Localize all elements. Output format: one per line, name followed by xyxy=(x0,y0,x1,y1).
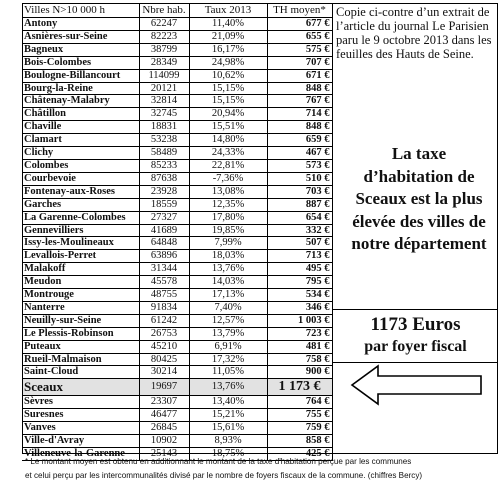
city-cell: Fontenay-aux-Roses xyxy=(22,185,139,198)
city-cell: Châtenay-Malabry xyxy=(22,95,139,108)
average-tax-cell: 707 € xyxy=(267,56,332,69)
average-tax-cell: 534 € xyxy=(267,289,332,302)
rate-cell: 24,98% xyxy=(189,56,267,69)
population-cell: 10902 xyxy=(139,435,189,448)
city-cell: Nanterre xyxy=(22,301,139,314)
header-city: Villes N>10 000 h xyxy=(22,3,139,18)
population-cell: 27327 xyxy=(139,211,189,224)
table-row xyxy=(22,353,332,366)
table-row xyxy=(22,134,332,147)
population-cell: 91834 xyxy=(139,301,189,314)
table-row xyxy=(22,185,332,198)
population-cell: 58489 xyxy=(139,147,189,160)
population-cell: 32814 xyxy=(139,95,189,108)
table-row xyxy=(22,95,332,108)
table-row xyxy=(22,366,332,379)
price-box xyxy=(333,309,498,363)
rate-cell: 17,32% xyxy=(189,353,267,366)
average-tax-cell: 575 € xyxy=(267,43,332,56)
population-cell: 26753 xyxy=(139,327,189,340)
column-divider xyxy=(332,3,333,454)
header-population: Nbre hab. xyxy=(139,3,189,18)
average-tax-cell: 481 € xyxy=(267,340,332,353)
average-tax-cell: 714 € xyxy=(267,108,332,121)
rate-cell: 13,79% xyxy=(189,327,267,340)
average-tax-cell: 848 € xyxy=(267,82,332,95)
header-average-tax: TH moyen* xyxy=(267,3,332,18)
average-tax-cell: 654 € xyxy=(267,211,332,224)
city-cell: Montrouge xyxy=(22,289,139,302)
average-tax-cell: 495 € xyxy=(267,263,332,276)
average-tax-cell: 848 € xyxy=(267,121,332,134)
population-cell: 41689 xyxy=(139,224,189,237)
rate-cell: 14,03% xyxy=(189,276,267,289)
table-row xyxy=(22,422,332,435)
city-cell: Issy-les-Moulineaux xyxy=(22,237,139,250)
rate-cell: 18,75% xyxy=(189,448,267,461)
average-tax-cell: 759 € xyxy=(267,422,332,435)
left-arrow-icon xyxy=(350,364,484,406)
rate-cell: 20,94% xyxy=(189,108,267,121)
city-cell: Meudon xyxy=(22,276,139,289)
average-tax-cell: 659 € xyxy=(267,134,332,147)
city-cell: Clamart xyxy=(22,134,139,147)
table-row xyxy=(22,18,332,31)
rate-cell: 17,80% xyxy=(189,211,267,224)
table-row xyxy=(22,289,332,302)
city-cell: Bois-Colombes xyxy=(22,56,139,69)
average-tax-cell: 764 € xyxy=(267,396,332,409)
average-tax-cell: 467 € xyxy=(267,147,332,160)
population-cell: 61242 xyxy=(139,314,189,327)
city-cell: Puteaux xyxy=(22,340,139,353)
average-tax-cell: 1 003 € xyxy=(267,314,332,327)
population-cell: 80425 xyxy=(139,353,189,366)
table-row xyxy=(22,340,332,353)
city-cell: Levallois-Perret xyxy=(22,250,139,263)
rate-cell: 17,13% xyxy=(189,289,267,302)
table-row xyxy=(22,121,332,134)
population-cell: 23307 xyxy=(139,396,189,409)
population-cell: 62247 xyxy=(139,18,189,31)
rate-cell: 13,76% xyxy=(189,379,267,396)
city-cell: Suresnes xyxy=(22,409,139,422)
table-row xyxy=(22,263,332,276)
rate-cell: 15,15% xyxy=(189,82,267,95)
average-tax-cell: 1 173 € xyxy=(267,379,332,396)
city-cell: Malakoff xyxy=(22,263,139,276)
city-cell: Vanves xyxy=(22,422,139,435)
average-tax-cell: 677 € xyxy=(267,18,332,31)
population-cell: 20121 xyxy=(139,82,189,95)
population-cell: 23928 xyxy=(139,185,189,198)
rate-cell: 6,91% xyxy=(189,340,267,353)
population-cell: 26845 xyxy=(139,422,189,435)
table-body xyxy=(22,18,332,461)
footnote-line-1: * Le montant moyen est obtenu en additionnant le montant de la taxe d'habitation perçue par les communes xyxy=(25,457,412,466)
population-cell: 28349 xyxy=(139,56,189,69)
rate-cell: 7,40% xyxy=(189,301,267,314)
table-row xyxy=(22,250,332,263)
price-caption: par foyer fiscal xyxy=(364,338,467,355)
population-cell: 32745 xyxy=(139,108,189,121)
table-row xyxy=(22,224,332,237)
population-cell: 45210 xyxy=(139,340,189,353)
average-tax-cell: 425 € xyxy=(267,448,332,461)
population-cell: 48755 xyxy=(139,289,189,302)
rate-cell: 18,03% xyxy=(189,250,267,263)
average-tax-cell: 703 € xyxy=(267,185,332,198)
population-cell: 53238 xyxy=(139,134,189,147)
rate-cell: 11,40% xyxy=(189,18,267,31)
population-cell: 63896 xyxy=(139,250,189,263)
table-row xyxy=(22,211,332,224)
city-cell: Antony xyxy=(22,18,139,31)
population-cell: 25143 xyxy=(139,448,189,461)
table-row xyxy=(22,82,332,95)
rate-cell: 15,51% xyxy=(189,121,267,134)
table-row xyxy=(22,172,332,185)
table-row xyxy=(22,396,332,409)
city-cell: Bourg-la-Reine xyxy=(22,82,139,95)
city-cell: Clichy xyxy=(22,147,139,160)
city-cell: Gennevilliers xyxy=(22,224,139,237)
average-tax-cell: 858 € xyxy=(267,435,332,448)
city-cell: Boulogne-Billancourt xyxy=(22,69,139,82)
city-cell: Rueil-Malmaison xyxy=(22,353,139,366)
table-row xyxy=(22,327,332,340)
population-cell: 64848 xyxy=(139,237,189,250)
table-row xyxy=(22,69,332,82)
rate-cell: 12,57% xyxy=(189,314,267,327)
side-note: Copie ci-contre d’un extrait de l’article du journal Le Parisien paru le 9 octobre 2013 dans les feuilles des Hauts de Seine. xyxy=(336,5,492,61)
population-cell: 18831 xyxy=(139,121,189,134)
table-row xyxy=(22,314,332,327)
rate-cell: 8,93% xyxy=(189,435,267,448)
city-cell: Asnières-sur-Seine xyxy=(22,30,139,43)
population-cell: 31344 xyxy=(139,263,189,276)
average-tax-cell: 332 € xyxy=(267,224,332,237)
rate-cell: 12,35% xyxy=(189,198,267,211)
rate-cell: 13,08% xyxy=(189,185,267,198)
average-tax-cell: 655 € xyxy=(267,30,332,43)
table-row xyxy=(22,276,332,289)
population-cell: 19697 xyxy=(139,379,189,396)
city-cell: Chaville xyxy=(22,121,139,134)
city-cell: Sceaux xyxy=(22,379,139,396)
rate-cell: 22,81% xyxy=(189,159,267,172)
rate-cell: 13,40% xyxy=(189,396,267,409)
table-row xyxy=(22,56,332,69)
rate-cell: 21,09% xyxy=(189,30,267,43)
city-cell: Garches xyxy=(22,198,139,211)
population-cell: 18559 xyxy=(139,198,189,211)
rate-cell: 7,99% xyxy=(189,237,267,250)
population-cell: 46477 xyxy=(139,409,189,422)
rate-cell: 15,61% xyxy=(189,422,267,435)
average-tax-cell: 713 € xyxy=(267,250,332,263)
population-cell: 30214 xyxy=(139,366,189,379)
table-row xyxy=(22,435,332,448)
city-cell: Colombes xyxy=(22,159,139,172)
table-row xyxy=(22,43,332,56)
average-tax-cell: 887 € xyxy=(267,198,332,211)
table-row xyxy=(22,108,332,121)
rate-cell: -7,36% xyxy=(189,172,267,185)
average-tax-cell: 507 € xyxy=(267,237,332,250)
population-cell: 87638 xyxy=(139,172,189,185)
table-row xyxy=(22,147,332,160)
headline: La taxe d’habitation de Sceaux est la plus élevée des villes de notre département xyxy=(351,144,487,253)
city-cell: Villeneuve-la-Garenne xyxy=(22,448,139,461)
population-cell: 38799 xyxy=(139,43,189,56)
average-tax-cell: 767 € xyxy=(267,95,332,108)
price-value: 1173 Euros xyxy=(370,314,461,335)
table-row xyxy=(22,198,332,211)
rate-cell: 11,05% xyxy=(189,366,267,379)
city-cell: Bagneux xyxy=(22,43,139,56)
average-tax-cell: 573 € xyxy=(267,159,332,172)
average-tax-cell: 758 € xyxy=(267,353,332,366)
rate-cell: 13,76% xyxy=(189,263,267,276)
footnote xyxy=(25,455,495,483)
rate-cell: 19,85% xyxy=(189,224,267,237)
table-row xyxy=(22,159,332,172)
city-cell: Ville-d'Avray xyxy=(22,435,139,448)
table-header-row xyxy=(22,3,332,18)
average-tax-cell: 795 € xyxy=(267,276,332,289)
city-cell: Sèvres xyxy=(22,396,139,409)
rate-cell: 10,62% xyxy=(189,69,267,82)
tax-table xyxy=(22,3,333,461)
average-tax-cell: 723 € xyxy=(267,327,332,340)
table-row-highlight xyxy=(22,379,332,396)
header-rate: Taux 2013 xyxy=(189,3,267,18)
table-row xyxy=(22,30,332,43)
average-tax-cell: 755 € xyxy=(267,409,332,422)
rate-cell: 24,33% xyxy=(189,147,267,160)
footnote-line-2: et celui perçu par les intercommunalités divisé par le nombre de foyers fiscaux de la commune. (chiffres Bercy) xyxy=(25,471,423,480)
average-tax-cell: 900 € xyxy=(267,366,332,379)
population-cell: 85233 xyxy=(139,159,189,172)
rate-cell: 15,21% xyxy=(189,409,267,422)
table-row xyxy=(22,409,332,422)
population-cell: 114099 xyxy=(139,69,189,82)
rate-cell: 16,17% xyxy=(189,43,267,56)
population-cell: 45578 xyxy=(139,276,189,289)
average-tax-cell: 671 € xyxy=(267,69,332,82)
city-cell: Châtillon xyxy=(22,108,139,121)
rate-cell: 15,15% xyxy=(189,95,267,108)
city-cell: Saint-Cloud xyxy=(22,366,139,379)
average-tax-cell: 510 € xyxy=(267,172,332,185)
city-cell: Neuilly-sur-Seine xyxy=(22,314,139,327)
city-cell: La Garenne-Colombes xyxy=(22,211,139,224)
average-tax-cell: 346 € xyxy=(267,301,332,314)
population-cell: 82223 xyxy=(139,30,189,43)
city-cell: Courbevoie xyxy=(22,172,139,185)
rate-cell: 14,80% xyxy=(189,134,267,147)
table-row xyxy=(22,237,332,250)
table-row xyxy=(22,301,332,314)
city-cell: Le Plessis-Robinson xyxy=(22,327,139,340)
